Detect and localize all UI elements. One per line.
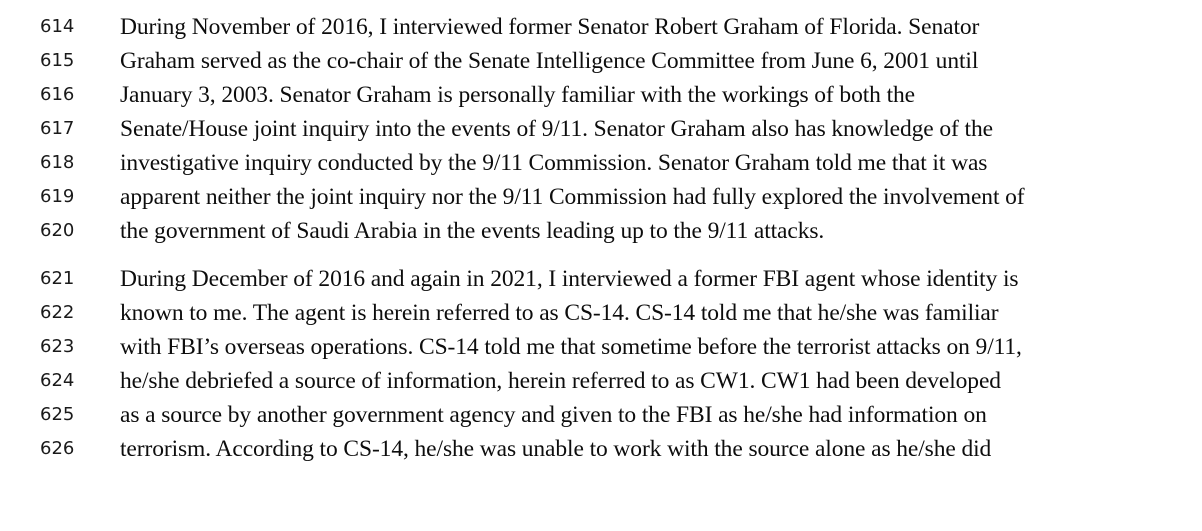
line-number: 620 [40, 220, 75, 241]
line-number: 619 [40, 186, 75, 207]
line-619 [0, 180, 1202, 214]
line-text: he/she debriefed a source of information, herein referred to as CW1. CW1 had been developed [120, 368, 1001, 394]
line-text: apparent neither the joint inquiry nor the 9/11 Commission had fully explored the involvement of [120, 184, 1025, 210]
line-number: 621 [40, 268, 75, 289]
line-617 [0, 112, 1202, 146]
line-text: investigative inquiry conducted by the 9/11 Commission. Senator Graham told me that it was [120, 150, 988, 176]
line-number: 624 [40, 370, 75, 391]
line-text: terrorism. According to CS-14, he/she was unable to work with the source alone as he/she did [120, 436, 992, 462]
line-number: 622 [40, 302, 75, 323]
line-615 [0, 44, 1202, 78]
line-number: 617 [40, 118, 75, 139]
line-text: During December of 2016 and again in 2021, I interviewed a former FBI agent whose identity is [120, 266, 1019, 292]
line-text: January 3, 2003. Senator Graham is personally familiar with the workings of both the [120, 82, 915, 108]
line-text: During November of 2016, I interviewed former Senator Robert Graham of Florida. Senator [120, 14, 980, 40]
line-text: Senate/House joint inquiry into the events of 9/11. Senator Graham also has knowledge of the [120, 116, 993, 142]
line-text: with FBI’s overseas operations. CS-14 told me that sometime before the terrorist attacks on 9/11, [120, 334, 1022, 360]
line-number: 625 [40, 404, 75, 425]
line-number: 614 [40, 16, 75, 37]
line-624 [0, 364, 1202, 398]
line-623 [0, 330, 1202, 364]
line-618 [0, 146, 1202, 180]
line-text: the government of Saudi Arabia in the events leading up to the 9/11 attacks. [120, 218, 825, 244]
line-text: known to me. The agent is herein referred to as CS-14. CS-14 told me that he/she was familiar [120, 300, 999, 326]
line-625 [0, 398, 1202, 432]
line-620 [0, 214, 1202, 248]
line-number: 626 [40, 438, 75, 459]
line-number: 616 [40, 84, 75, 105]
line-614 [0, 10, 1202, 44]
line-number: 615 [40, 50, 75, 71]
line-621 [0, 262, 1202, 296]
line-number: 623 [40, 336, 75, 357]
line-text: as a source by another government agency and given to the FBI as he/she had information on [120, 402, 987, 428]
line-622 [0, 296, 1202, 330]
line-text: Graham served as the co-chair of the Senate Intelligence Committee from June 6, 2001 until [120, 48, 979, 74]
line-626 [0, 432, 1202, 466]
line-number: 618 [40, 152, 75, 173]
line-616 [0, 78, 1202, 112]
